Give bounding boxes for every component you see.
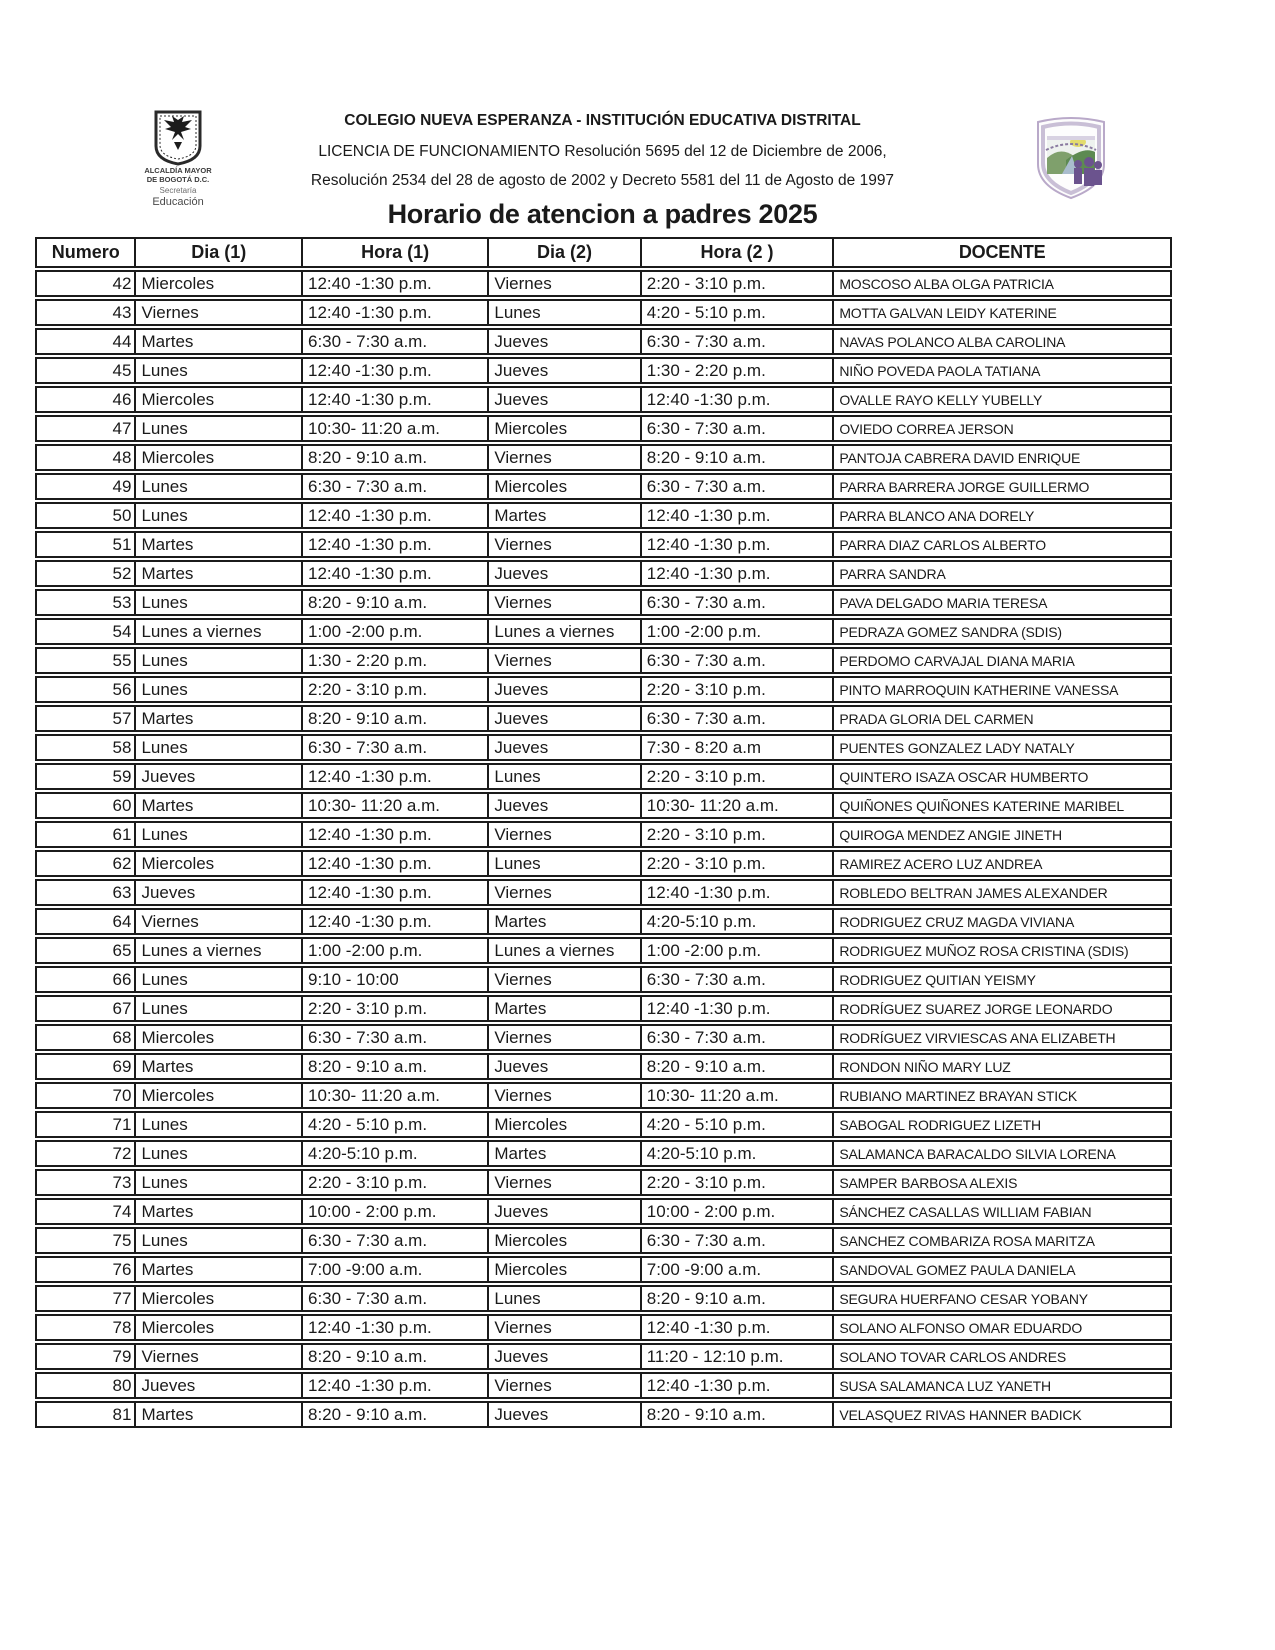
cell-hora1: 4:20-5:10 p.m. [301,1142,487,1165]
cell-hora1: 8:20 - 9:10 a.m. [301,707,487,730]
cell-hora2: 11:20 - 12:10 p.m. [640,1345,833,1368]
column-header-numero: Numero [51,242,120,262]
cell-dia2: Martes [487,1142,639,1165]
table-row [35,1227,1172,1254]
cell-docente: RONDON NIÑO MARY LUZ [832,1055,1170,1078]
cell-dia2: Lunes a viernes [487,939,639,962]
cell-hora2: 12:40 -1:30 p.m. [640,881,833,904]
cell-hora2: 4:20-5:10 p.m. [640,910,833,933]
cell-hora1: 12:40 -1:30 p.m. [301,562,487,585]
cell-dia1: Lunes [134,678,301,701]
column-header-dia1: Dia (1) [134,239,301,266]
table-row [35,1372,1172,1399]
cell-docente: PARRA SANDRA [832,562,1170,585]
cell-dia1: Martes [134,1200,301,1223]
cell-dia2: Jueves [487,1055,639,1078]
table-row [35,299,1172,326]
cell-docente: RUBIANO MARTINEZ BRAYAN STICK [832,1084,1170,1107]
cell-hora1: 12:40 -1:30 p.m. [301,388,487,411]
cell-dia2: Miercoles [487,1113,639,1136]
table-row [35,1256,1172,1283]
cell-dia2: Viernes [487,649,639,672]
cell-hora1: 12:40 -1:30 p.m. [301,1374,487,1397]
cell-dia1: Martes [134,707,301,730]
cell-numero: 69 [112,1056,132,1076]
column-header-dia2: Dia (2) [487,239,639,266]
cell-dia1: Lunes [134,591,301,614]
cell-hora1: 10:30- 11:20 a.m. [301,794,487,817]
cell-dia1: Lunes a viernes [134,620,301,643]
cell-dia1: Lunes [134,1113,301,1136]
cell-dia2: Miercoles [487,1229,639,1252]
cell-hora2: 6:30 - 7:30 a.m. [640,1229,833,1252]
cell-dia2: Jueves [487,562,639,585]
cell-dia1: Lunes [134,823,301,846]
cell-hora2: 1:30 - 2:20 p.m. [640,359,833,382]
cell-numero: 59 [112,766,132,786]
cell-dia1: Lunes [134,504,301,527]
cell-dia1: Martes [134,794,301,817]
institution-name: COLEGIO NUEVA ESPERANZA - INSTITUCIÓN EDUCATIVA DISTRITAL [344,112,861,129]
cell-docente: SUSA SALAMANCA LUZ YANETH [832,1374,1170,1397]
cell-dia2: Lunes [487,765,639,788]
cell-numero: 50 [112,505,132,525]
cell-dia2: Miercoles [487,417,639,440]
cell-hora2: 6:30 - 7:30 a.m. [640,591,833,614]
cell-hora1: 1:00 -2:00 p.m. [301,939,487,962]
cell-dia1: Miercoles [134,272,301,295]
cell-dia2: Viernes [487,446,639,469]
cell-docente: SALAMANCA BARACALDO SILVIA LORENA [832,1142,1170,1165]
cell-hora1: 10:00 - 2:00 p.m. [301,1200,487,1223]
cell-hora1: 2:20 - 3:10 p.m. [301,1171,487,1194]
cell-docente: PUENTES GONZALEZ LADY NATALY [832,736,1170,759]
cell-hora2: 7:00 -9:00 a.m. [640,1258,833,1281]
cell-dia1: Lunes [134,1229,301,1252]
cell-docente: OVALLE RAYO KELLY YUBELLY [832,388,1170,411]
cell-hora2: 10:00 - 2:00 p.m. [640,1200,833,1223]
cell-hora1: 10:30- 11:20 a.m. [301,417,487,440]
page-title: Horario de atencion a padres 2025 [387,199,818,229]
cell-dia2: Miercoles [487,475,639,498]
cell-numero: 44 [112,331,132,351]
cell-docente: PAVA DELGADO MARIA TERESA [832,591,1170,614]
cell-hora1: 1:30 - 2:20 p.m. [301,649,487,672]
cell-dia1: Martes [134,1403,301,1426]
cell-hora2: 8:20 - 9:10 a.m. [640,1287,833,1310]
cell-hora1: 12:40 -1:30 p.m. [301,852,487,875]
cell-docente: SABOGAL RODRIGUEZ LIZETH [832,1113,1170,1136]
table-row [35,937,1172,964]
cell-hora1: 6:30 - 7:30 a.m. [301,475,487,498]
table-row [35,386,1172,413]
cell-dia2: Lunes a viernes [487,620,639,643]
cell-hora2: 4:20 - 5:10 p.m. [640,301,833,324]
cell-docente: QUIÑONES QUIÑONES KATERINE MARIBEL [832,794,1170,817]
cell-hora1: 12:40 -1:30 p.m. [301,881,487,904]
cell-dia1: Miercoles [134,1316,301,1339]
cell-hora1: 12:40 -1:30 p.m. [301,272,487,295]
cell-hora1: 6:30 - 7:30 a.m. [301,330,487,353]
cell-dia2: Viernes [487,591,639,614]
column-header-docente: DOCENTE [832,239,1170,266]
cell-hora2: 2:20 - 3:10 p.m. [640,765,833,788]
cell-hora1: 8:20 - 9:10 a.m. [301,1345,487,1368]
cell-docente: SANCHEZ COMBARIZA ROSA MARITZA [832,1229,1170,1252]
cell-hora2: 6:30 - 7:30 a.m. [640,1026,833,1049]
table-row [35,676,1172,703]
cell-numero: 45 [112,360,132,380]
cell-dia2: Viernes [487,272,639,295]
cell-dia2: Viernes [487,533,639,556]
table-body [35,270,1172,1428]
cell-hora2: 2:20 - 3:10 p.m. [640,823,833,846]
cell-hora1: 6:30 - 7:30 a.m. [301,736,487,759]
cell-dia2: Jueves [487,359,639,382]
cell-hora1: 2:20 - 3:10 p.m. [301,678,487,701]
table-row [35,995,1172,1022]
cell-numero: 52 [112,563,132,583]
table-row [35,1285,1172,1312]
cell-hora1: 9:10 - 10:00 [301,968,487,991]
cell-numero: 43 [112,302,132,322]
cell-numero: 46 [112,389,132,409]
cell-hora1: 12:40 -1:30 p.m. [301,823,487,846]
cell-numero: 53 [112,592,132,612]
cell-dia1: Martes [134,1055,301,1078]
cell-numero: 49 [112,476,132,496]
cell-hora1: 12:40 -1:30 p.m. [301,301,487,324]
cell-hora2: 2:20 - 3:10 p.m. [640,852,833,875]
cell-hora1: 6:30 - 7:30 a.m. [301,1287,487,1310]
cell-hora1: 6:30 - 7:30 a.m. [301,1026,487,1049]
cell-numero: 68 [112,1027,132,1047]
cell-numero: 66 [112,969,132,989]
cell-numero: 74 [112,1201,132,1221]
cell-hora1: 12:40 -1:30 p.m. [301,359,487,382]
table-row [35,618,1172,645]
cell-dia2: Miercoles [487,1258,639,1281]
cell-docente: NIÑO POVEDA PAOLA TATIANA [832,359,1170,382]
logo-text-line: ALCALDÍA MAYOR [144,166,212,175]
cell-numero: 58 [112,737,132,757]
table-row [35,1082,1172,1109]
cell-hora2: 6:30 - 7:30 a.m. [640,417,833,440]
cell-dia2: Viernes [487,1084,639,1107]
cell-hora1: 12:40 -1:30 p.m. [301,504,487,527]
cell-docente: RODRÍGUEZ SUAREZ JORGE LEONARDO [832,997,1170,1020]
cell-hora1: 12:40 -1:30 p.m. [301,765,487,788]
cell-numero: 75 [112,1230,132,1250]
cell-dia1: Lunes [134,649,301,672]
cell-dia2: Viernes [487,1316,639,1339]
table-row [35,966,1172,993]
cell-docente: SÁNCHEZ CASALLAS WILLIAM FABIAN [832,1200,1170,1223]
cell-dia2: Lunes [487,301,639,324]
table-row [35,1024,1172,1051]
cell-dia2: Viernes [487,823,639,846]
cell-dia1: Miercoles [134,446,301,469]
cell-docente: MOSCOSO ALBA OLGA PATRICIA [832,272,1170,295]
cell-dia2: Martes [487,504,639,527]
cell-docente: SOLANO TOVAR CARLOS ANDRES [832,1345,1170,1368]
cell-numero: 42 [112,273,132,293]
cell-numero: 78 [112,1317,132,1337]
cell-hora2: 12:40 -1:30 p.m. [640,388,833,411]
table-row [35,1140,1172,1167]
table-row [35,821,1172,848]
cell-dia1: Lunes a viernes [134,939,301,962]
table-row [35,647,1172,674]
cell-docente: PEDRAZA GOMEZ SANDRA (SDIS) [832,620,1170,643]
cell-numero: 81 [112,1404,132,1424]
cell-dia2: Jueves [487,1345,639,1368]
cell-dia1: Miercoles [134,852,301,875]
cell-docente: PRADA GLORIA DEL CARMEN [832,707,1170,730]
cell-numero: 76 [112,1259,132,1279]
cell-dia2: Viernes [487,1171,639,1194]
cell-docente: MOTTA GALVAN LEIDY KATERINE [832,301,1170,324]
cell-hora2: 1:00 -2:00 p.m. [640,939,833,962]
cell-dia2: Viernes [487,968,639,991]
cell-dia2: Jueves [487,736,639,759]
cell-hora2: 10:30- 11:20 a.m. [640,794,833,817]
cell-dia1: Viernes [134,301,301,324]
cell-hora1: 12:40 -1:30 p.m. [301,533,487,556]
table-row [35,734,1172,761]
table-row [35,1401,1172,1428]
cell-dia2: Jueves [487,330,639,353]
cell-numero: 73 [112,1172,132,1192]
cell-numero: 47 [112,418,132,438]
cell-dia2: Viernes [487,881,639,904]
schedule-table [35,237,1172,1430]
cell-hora2: 2:20 - 3:10 p.m. [640,272,833,295]
cell-dia1: Lunes [134,997,301,1020]
table-row [35,502,1172,529]
cell-numero: 80 [112,1375,132,1395]
cell-dia1: Viernes [134,910,301,933]
cell-dia1: Martes [134,562,301,585]
cell-hora2: 12:40 -1:30 p.m. [640,1374,833,1397]
cell-dia1: Lunes [134,968,301,991]
cell-hora2: 2:20 - 3:10 p.m. [640,678,833,701]
table-row [35,1314,1172,1341]
cell-hora2: 6:30 - 7:30 a.m. [640,475,833,498]
cell-dia2: Martes [487,997,639,1020]
cell-dia1: Miercoles [134,1026,301,1049]
table-row [35,328,1172,355]
cell-hora1: 7:00 -9:00 a.m. [301,1258,487,1281]
cell-numero: 67 [112,998,132,1018]
cell-hora2: 6:30 - 7:30 a.m. [640,330,833,353]
table-row [35,792,1172,819]
cell-docente: SOLANO ALFONSO OMAR EDUARDO [832,1316,1170,1339]
cell-numero: 77 [112,1288,132,1308]
logo-text-line: DE BOGOTÁ D.C. [146,175,210,184]
cell-hora1: 8:20 - 9:10 a.m. [301,446,487,469]
cell-docente: SANDOVAL GOMEZ PAULA DANIELA [832,1258,1170,1281]
table-row [35,879,1172,906]
cell-dia1: Miercoles [134,1084,301,1107]
cell-docente: SAMPER BARBOSA ALEXIS [832,1171,1170,1194]
logo-text-line: Secretaría [159,186,197,195]
cell-dia1: Viernes [134,1345,301,1368]
cell-dia1: Miercoles [134,388,301,411]
cell-dia1: Jueves [134,881,301,904]
cell-hora1: 12:40 -1:30 p.m. [301,1316,487,1339]
cell-hora2: 6:30 - 7:30 a.m. [640,649,833,672]
table-row [35,473,1172,500]
cell-docente: PARRA BLANCO ANA DORELY [832,504,1170,527]
cell-dia1: Martes [134,1258,301,1281]
cell-dia1: Lunes [134,359,301,382]
cell-dia2: Viernes [487,1026,639,1049]
cell-hora2: 6:30 - 7:30 a.m. [640,968,833,991]
cell-hora1: 10:30- 11:20 a.m. [301,1084,487,1107]
cell-numero: 70 [112,1085,132,1105]
cell-hora2: 12:40 -1:30 p.m. [640,562,833,585]
cell-numero: 64 [112,911,132,931]
cell-docente: RODRIGUEZ QUITIAN YEISMY [832,968,1170,991]
license-line-1: LICENCIA DE FUNCIONAMIENTO Resolución 5695 del 12 de Diciembre de 2006, [318,143,887,160]
cell-hora2: 12:40 -1:30 p.m. [640,533,833,556]
cell-hora1: 12:40 -1:30 p.m. [301,910,487,933]
table-row [35,1169,1172,1196]
table-row [35,850,1172,877]
cell-docente: VELASQUEZ RIVAS HANNER BADICK [832,1403,1170,1426]
cell-numero: 62 [112,853,132,873]
cell-docente: PANTOJA CABRERA DAVID ENRIQUE [832,446,1170,469]
cell-hora2: 6:30 - 7:30 a.m. [640,707,833,730]
cell-numero: 79 [112,1346,132,1366]
table-row [35,560,1172,587]
cell-dia2: Lunes [487,1287,639,1310]
cell-hora2: 1:00 -2:00 p.m. [640,620,833,643]
column-header-hora1: Hora (1) [301,239,487,266]
cell-docente: PINTO MARROQUIN KATHERINE VANESSA [832,678,1170,701]
table-row [35,531,1172,558]
cell-numero: 63 [112,882,132,902]
cell-docente: PARRA BARRERA JORGE GUILLERMO [832,475,1170,498]
cell-numero: 48 [112,447,132,467]
cell-dia1: Lunes [134,475,301,498]
cell-docente: RODRÍGUEZ VIRVIESCAS ANA ELIZABETH [832,1026,1170,1049]
cell-hora2: 7:30 - 8:20 a.m [640,736,833,759]
cell-docente: PARRA DIAZ CARLOS ALBERTO [832,533,1170,556]
cell-hora1: 6:30 - 7:30 a.m. [301,1229,487,1252]
cell-hora2: 12:40 -1:30 p.m. [640,997,833,1020]
cell-docente: ROBLEDO BELTRAN JAMES ALEXANDER [832,881,1170,904]
table-row [35,589,1172,616]
cell-hora2: 8:20 - 9:10 a.m. [640,1403,833,1426]
cell-numero: 56 [112,679,132,699]
cell-dia2: Jueves [487,1200,639,1223]
cell-hora2: 4:20-5:10 p.m. [640,1142,833,1165]
table-row [35,357,1172,384]
logo-text-line: Educación [152,196,204,208]
cell-hora1: 8:20 - 9:10 a.m. [301,1055,487,1078]
cell-numero: 54 [112,621,132,641]
cell-docente: RODRIGUEZ CRUZ MAGDA VIVIANA [832,910,1170,933]
table-row [35,415,1172,442]
table-row [35,444,1172,471]
cell-dia2: Jueves [487,678,639,701]
cell-dia2: Jueves [487,707,639,730]
cell-hora2: 8:20 - 9:10 a.m. [640,446,833,469]
table-row [35,1111,1172,1138]
cell-hora1: 2:20 - 3:10 p.m. [301,997,487,1020]
cell-docente: RODRIGUEZ MUÑOZ ROSA CRISTINA (SDIS) [832,939,1170,962]
table-row [35,1053,1172,1080]
cell-dia1: Martes [134,330,301,353]
cell-numero: 72 [112,1143,132,1163]
cell-numero: 65 [112,940,132,960]
cell-hora1: 8:20 - 9:10 a.m. [301,591,487,614]
cell-dia1: Lunes [134,736,301,759]
license-line-2: Resolución 2534 del 28 de agosto de 2002 y Decreto 5581 del 11 de Agosto de 1997 [310,172,895,189]
cell-dia1: Lunes [134,1171,301,1194]
cell-dia2: Jueves [487,388,639,411]
cell-hora1: 4:20 - 5:10 p.m. [301,1113,487,1136]
cell-docente: SEGURA HUERFANO CESAR YOBANY [832,1287,1170,1310]
table-row [35,270,1172,297]
cell-numero: 57 [112,708,132,728]
cell-hora1: 1:00 -2:00 p.m. [301,620,487,643]
table-row [35,763,1172,790]
cell-hora2: 8:20 - 9:10 a.m. [640,1055,833,1078]
cell-hora2: 10:30- 11:20 a.m. [640,1084,833,1107]
cell-dia2: Jueves [487,1403,639,1426]
cell-hora2: 4:20 - 5:10 p.m. [640,1113,833,1136]
cell-dia1: Miercoles [134,1287,301,1310]
column-header-hora2: Hora (2 ) [640,239,833,266]
table-row [35,1343,1172,1370]
table-row [35,705,1172,732]
cell-hora1: 8:20 - 9:10 a.m. [301,1403,487,1426]
cell-hora2: 12:40 -1:30 p.m. [640,504,833,527]
cell-dia1: Martes [134,533,301,556]
cell-numero: 71 [112,1114,132,1134]
cell-dia1: Jueves [134,765,301,788]
table-row [35,1198,1172,1225]
cell-dia2: Lunes [487,852,639,875]
cell-hora2: 2:20 - 3:10 p.m. [640,1171,833,1194]
cell-dia2: Viernes [487,1374,639,1397]
cell-docente: RAMIREZ ACERO LUZ ANDREA [832,852,1170,875]
cell-numero: 51 [112,534,132,554]
cell-docente: PERDOMO CARVAJAL DIANA MARIA [832,649,1170,672]
cell-docente: NAVAS POLANCO ALBA CAROLINA [832,330,1170,353]
cell-docente: QUIROGA MENDEZ ANGIE JINETH [832,823,1170,846]
cell-numero: 55 [112,650,132,670]
cell-docente: QUINTERO ISAZA OSCAR HUMBERTO [832,765,1170,788]
cell-docente: OVIEDO CORREA JERSON [832,417,1170,440]
cell-numero: 60 [112,795,132,815]
cell-numero: 61 [112,824,132,844]
table-header-row [35,237,1172,268]
cell-dia1: Lunes [134,417,301,440]
cell-dia2: Martes [487,910,639,933]
cell-dia1: Lunes [134,1142,301,1165]
cell-dia2: Jueves [487,794,639,817]
cell-dia1: Jueves [134,1374,301,1397]
cell-hora2: 12:40 -1:30 p.m. [640,1316,833,1339]
table-row [35,908,1172,935]
